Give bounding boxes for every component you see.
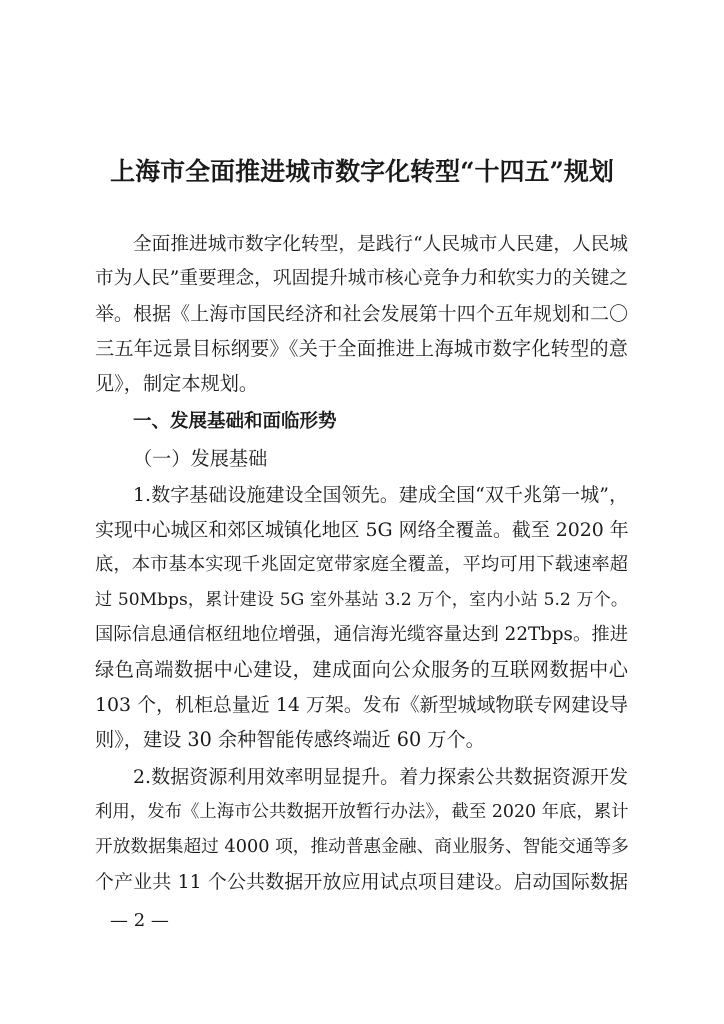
para2-line: 利用，发布《上海市公共数据开放暂行办法》，截至 2020 年底，累计 [95,802,629,822]
para2-line: 2.数据资源利用效率明显提升。着力探索公共数据资源开发 [133,766,628,788]
para2-line: 个产业共 11 个公共数据开放应用试点项目建设。启动国际数据 [95,871,628,893]
section-heading: 一、发展基础和面临形势 [133,411,337,432]
para1-line: 绿色高端数据中心建设，建成面向公众服务的互联网数据中心 [95,658,628,681]
intro-line: 举。根据《上海市国民经济和社会发展第十四个五年规划和二〇 [95,303,628,325]
intro-line: 见》，制定本规划。 [95,372,259,395]
para1-line: 国际信息通信枢纽地位增强，通信海光缆容量达到 22Tbps。推进 [95,624,628,645]
para1-line: 实现中心城区和郊区城镇化地区 5G 网络全覆盖。截至 2020 年 [95,519,629,541]
para1-line: 底，本市基本实现千兆固定宽带家庭全覆盖，平均可用下载速率超 [95,554,628,575]
para1-line: 103 个，机柜总量近 14 万架。发布《新型城域物联专网建设导 [95,694,628,716]
para1-line: 过 50Mbps，累计建设 5G 室外基站 3.2 万个，室内小站 5.2 万个。 [95,590,628,610]
intro-line: 市为人民”重要理念，巩固提升城市核心竞争力和软实力的关键之 [95,268,628,289]
intro-line: 全面推进城市数字化转型，是践行“人民城市人民建，人民城 [133,234,628,255]
document-title: 上海市全面推进城市数字化转型“十四五”规划 [110,157,614,186]
intro-line: 三五年远景目标纲要》《关于全面推进上海城市数字化转型的意 [95,337,628,360]
page-number: — 2 — [110,910,169,931]
para2-line: 开放数据集超过 4000 项，推动普惠金融、商业服务、智能交通等多 [95,837,629,857]
para1-line: 1.数字基础设施建设全国领先。建成全国“双千兆第一城”， [133,484,628,506]
subsection-heading: （一）发展基础 [133,447,268,470]
para1-line: 则》，建设 30 余种智能传感终端近 60 万个。 [95,728,485,751]
